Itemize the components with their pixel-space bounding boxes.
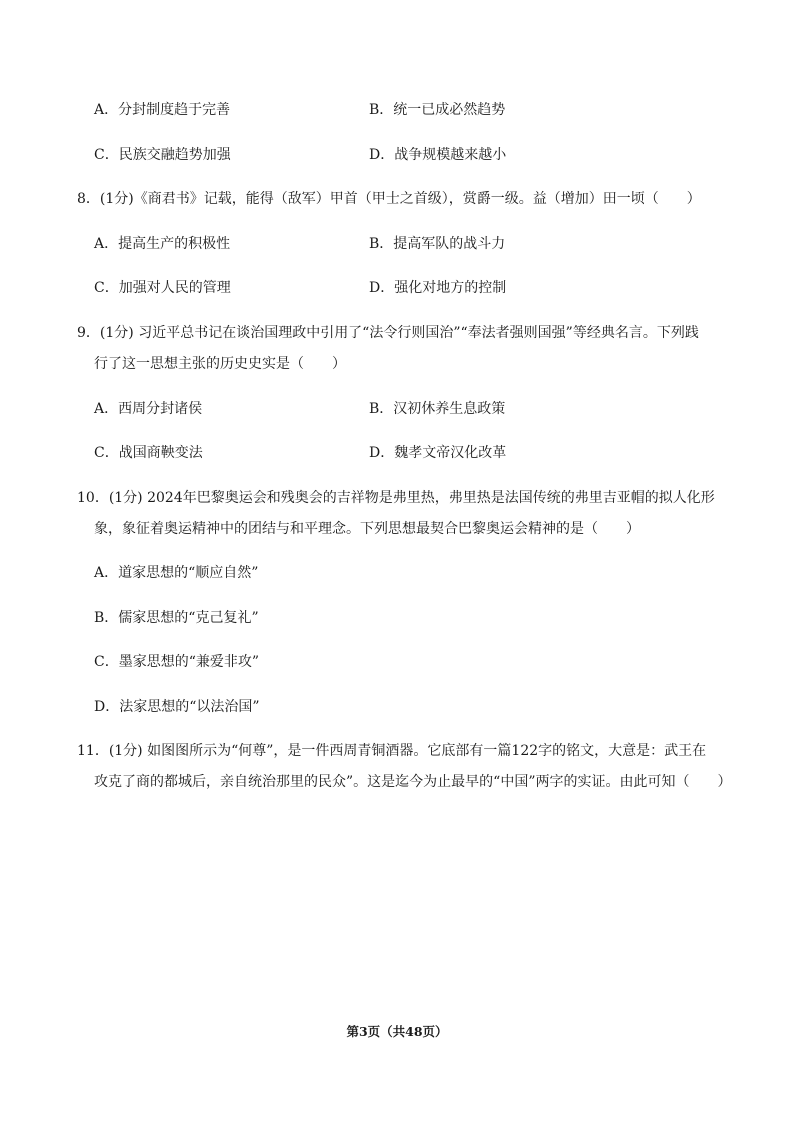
q7-option-a: A．分封制度趋于完善 <box>94 102 231 118</box>
q10-option-b: B．儒家思想的“克己复礼” <box>94 610 259 626</box>
q8-option-a: A．提高生产的积极性 <box>94 236 231 252</box>
q11-stem-line2: 攻克了商的都城后，亲自统治那里的民众”。这是迄今为止最早的“中国”两字的实证。由此可知（ ） <box>94 774 732 790</box>
q8-option-c: C．加强对人民的管理 <box>94 280 231 296</box>
q10-option-a: A．道家思想的“顺应自然” <box>94 565 259 581</box>
q10-stem-line2: 象，象征着奥运精神中的团结与和平理念。下列思想最契合巴黎奥运会精神的是（ ） <box>94 521 640 537</box>
q8-stem: 8．(1分)《商君书》记载，能得（敌军）甲首（甲士之首级），赏爵一级。益（增加）田一顷（ ） <box>77 191 701 207</box>
q11-stem-line1: 11．(1分) 如图图所示为“何尊”，是一件西周青铜酒器。它底部有一篇122字的铭文，大意是：武王在 <box>77 743 707 759</box>
q9-option-a: A．西周分封诸侯 <box>94 401 203 417</box>
q9-option-b: B．汉初休养生息政策 <box>369 401 506 417</box>
q8-option-d: D．强化对地方的控制 <box>369 280 507 296</box>
q9-stem-line2: 行了这一思想主张的历史史实是（ ） <box>94 356 346 372</box>
q9-stem-line1: 9．(1分) 习近平总书记在谈治国理政中引用了“法令行则国治”“奉法者强则国强”等经典名言。下列践 <box>77 325 699 341</box>
q9-option-c: C．战国商鞅变法 <box>94 445 203 461</box>
q9-option-d: D．魏孝文帝汉化改革 <box>369 445 507 461</box>
q7-option-c: C．民族交融趋势加强 <box>94 147 231 163</box>
q8-option-b: B．提高军队的战斗力 <box>369 236 506 252</box>
q10-option-d: D．法家思想的“以法治国” <box>94 699 260 715</box>
q10-option-c: C．墨家思想的“兼爱非攻” <box>94 654 260 670</box>
page-number: 第3页（共48页） <box>346 1024 448 1039</box>
q7-option-b: B．统一已成必然趋势 <box>369 102 506 118</box>
q10-stem-line1: 10．(1分) 2024年巴黎奥运会和残奥会的吉祥物是弗里热，弗里热是法国传统的弗里吉亚帽的拟人化形 <box>77 490 715 506</box>
q7-option-d: D．战争规模越来越小 <box>369 147 507 163</box>
